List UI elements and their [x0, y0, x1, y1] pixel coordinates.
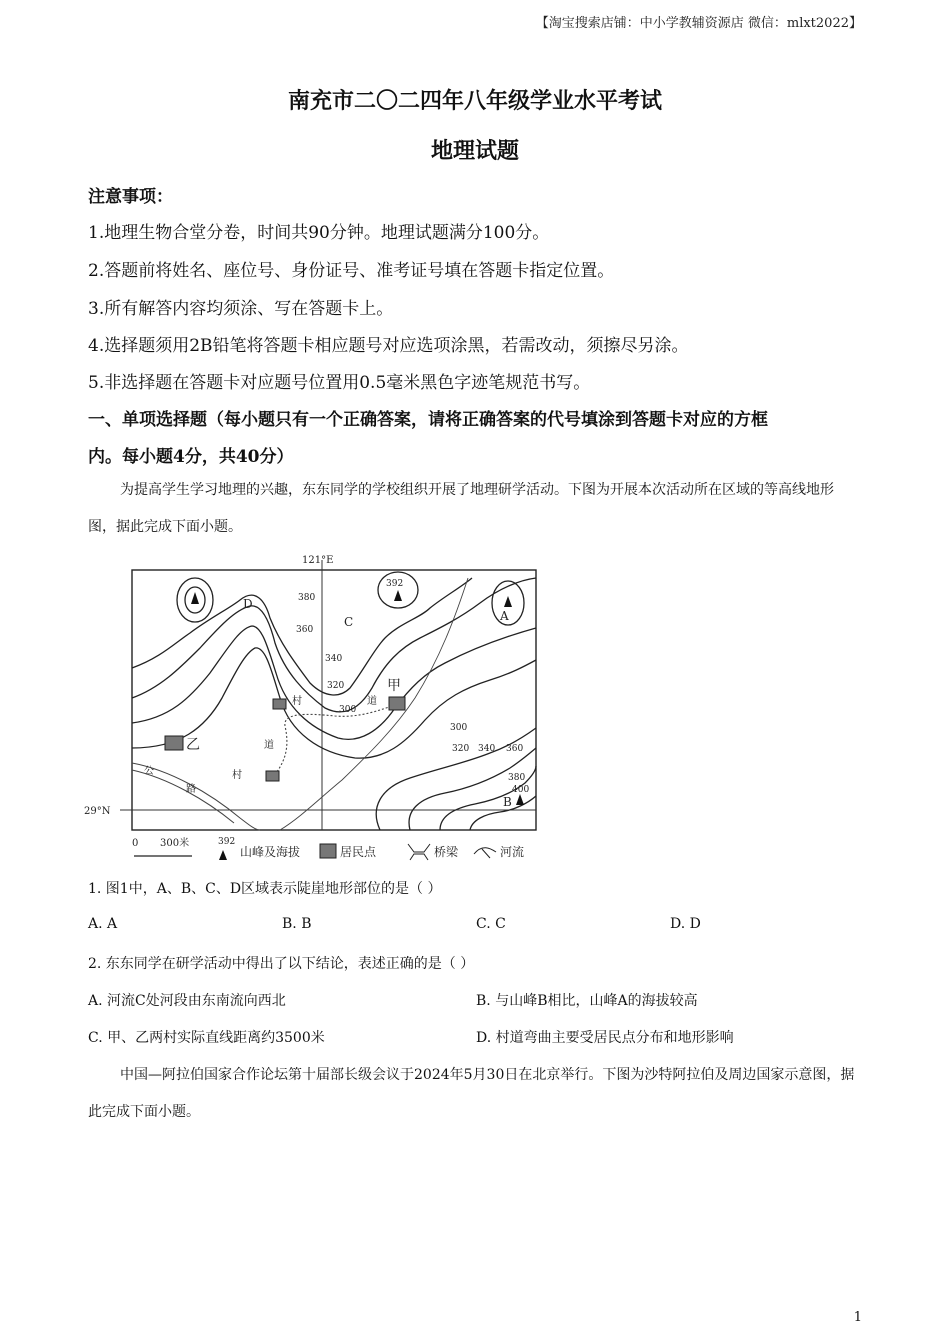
peak-icon [516, 794, 524, 805]
road-char: 公 [144, 766, 154, 777]
q2-option-a[interactable]: A. 河流C处河段由东南流向西北 [88, 993, 286, 1009]
notice-item: 2.答题前将姓名、座位号、身份证号、准考证号填在答题卡指定位置。 [88, 261, 615, 281]
road-char: 村 [292, 696, 302, 707]
notice-item: 1.地理生物合堂分卷，时间共90分钟。地理试题满分100分。 [88, 223, 550, 243]
settlement-village [266, 771, 279, 781]
contour-label: 340 [478, 744, 496, 754]
legend-settlement-icon [320, 844, 336, 858]
notice-item: 5.非选择题在答题卡对应题号位置用0.5毫米黑色字迹笔规范书写。 [88, 373, 591, 393]
q1-option-a[interactable]: A. A [88, 916, 118, 932]
settlement-village [273, 699, 286, 709]
road-char: 路 [186, 784, 196, 795]
legend-river-label: 河流 [500, 845, 525, 859]
contour-map [80, 548, 550, 868]
exam-subtitle: 地理试题 [430, 138, 519, 164]
q1-option-d[interactable]: D. D [670, 916, 701, 932]
point-label-c: C [344, 615, 354, 629]
contour-label: 300 [339, 705, 357, 715]
q2-option-d[interactable]: D. 村道弯曲主要受居民点分布和地形影响 [476, 1030, 734, 1046]
legend-settlement-label: 居民点 [340, 845, 377, 859]
notice-heading: 注意事项： [88, 187, 173, 207]
exam-title: 南充市二〇二四年八年级学业水平考试 [287, 88, 662, 114]
road-char: 村 [232, 770, 242, 781]
legend-peak-icon [219, 850, 227, 860]
legend-peak-value: 392 [218, 837, 236, 847]
peak-icon [504, 596, 512, 607]
notice-item: 3.所有解答内容均须涂、写在答题卡上。 [88, 299, 394, 319]
settlement-village [165, 736, 183, 750]
scale-zero: 0 [132, 838, 139, 849]
contour-label: 380 [298, 593, 316, 603]
legend-river-icon [474, 848, 496, 858]
contour-label: 380 [508, 773, 526, 783]
section-heading-cont: 内。每小题4分，共40分） [88, 447, 294, 467]
point-label-a: A [500, 609, 509, 623]
point-label-d: D [243, 597, 253, 611]
peak-icon [394, 590, 402, 601]
road-char: 道 [264, 740, 274, 751]
road-char: 道 [367, 696, 377, 707]
contour-label: 400 [512, 785, 530, 795]
question-intro-2: 中国—阿拉伯国家合作论坛第十届部长级会议于2024年5月30日在北京举行。下图为沙特阿拉伯及周边国家示意图，据此完成下面小题。 [88, 1067, 855, 1120]
village-road [272, 704, 398, 778]
legend-peak-label: 山峰及海拔 [240, 845, 301, 859]
section-heading: 一、单项选择题（每小题只有一个正确答案，请将正确答案的代号填涂到答题卡对应的方框 [88, 410, 768, 430]
point-label-b: B [503, 795, 512, 809]
question-1-stem: 1. 图1中，A、B、C、D区域表示陡崖地形部位的是（ ） [88, 881, 442, 897]
contour-label: 360 [296, 625, 314, 635]
watermark-text: 【淘宝搜索店铺：中小学教辅资源店 微信：mlxt2022】 [535, 16, 862, 31]
highway [132, 770, 234, 823]
contour-label: 320 [452, 744, 470, 754]
q1-option-c[interactable]: C. C [476, 916, 506, 932]
contour-label: 300 [450, 723, 468, 733]
contour-label: 320 [327, 681, 345, 691]
legend-bridge-icon [408, 844, 430, 860]
question-intro: 为提高学生学习地理的兴趣，东东同学的学校组织开展了地理研学活动。下图为开展本次活动所在区域的等高线地形图，据此完成下面小题。 [88, 482, 834, 535]
peak-icon [191, 592, 199, 604]
longitude-label: 121°E [302, 555, 334, 566]
scale-length: 300米 [160, 838, 190, 849]
contour-label: 360 [506, 744, 524, 754]
question-2-stem: 2. 东东同学在研学活动中得出了以下结论，表述正确的是（ ） [88, 956, 475, 972]
latitude-label: 29°N [84, 806, 111, 817]
contour-label: 340 [325, 654, 343, 664]
contour-label: 392 [386, 579, 404, 589]
settlement-village [389, 697, 405, 710]
village-label-yi: 乙 [186, 737, 200, 753]
q1-option-b[interactable]: B. B [282, 916, 312, 932]
legend-bridge-label: 桥梁 [434, 845, 459, 859]
village-label-jia: 甲 [387, 678, 401, 694]
q2-option-b[interactable]: B. 与山峰B相比，山峰A的海拔较高 [476, 993, 698, 1009]
q2-option-c[interactable]: C. 甲、乙两村实际直线距离约3500米 [88, 1030, 325, 1046]
page-number: 1 [853, 1310, 862, 1325]
notice-item: 4.选择题须用2B铅笔将答题卡相应题号对应选项涂黑，若需改动，须擦尽另涂。 [88, 336, 689, 356]
